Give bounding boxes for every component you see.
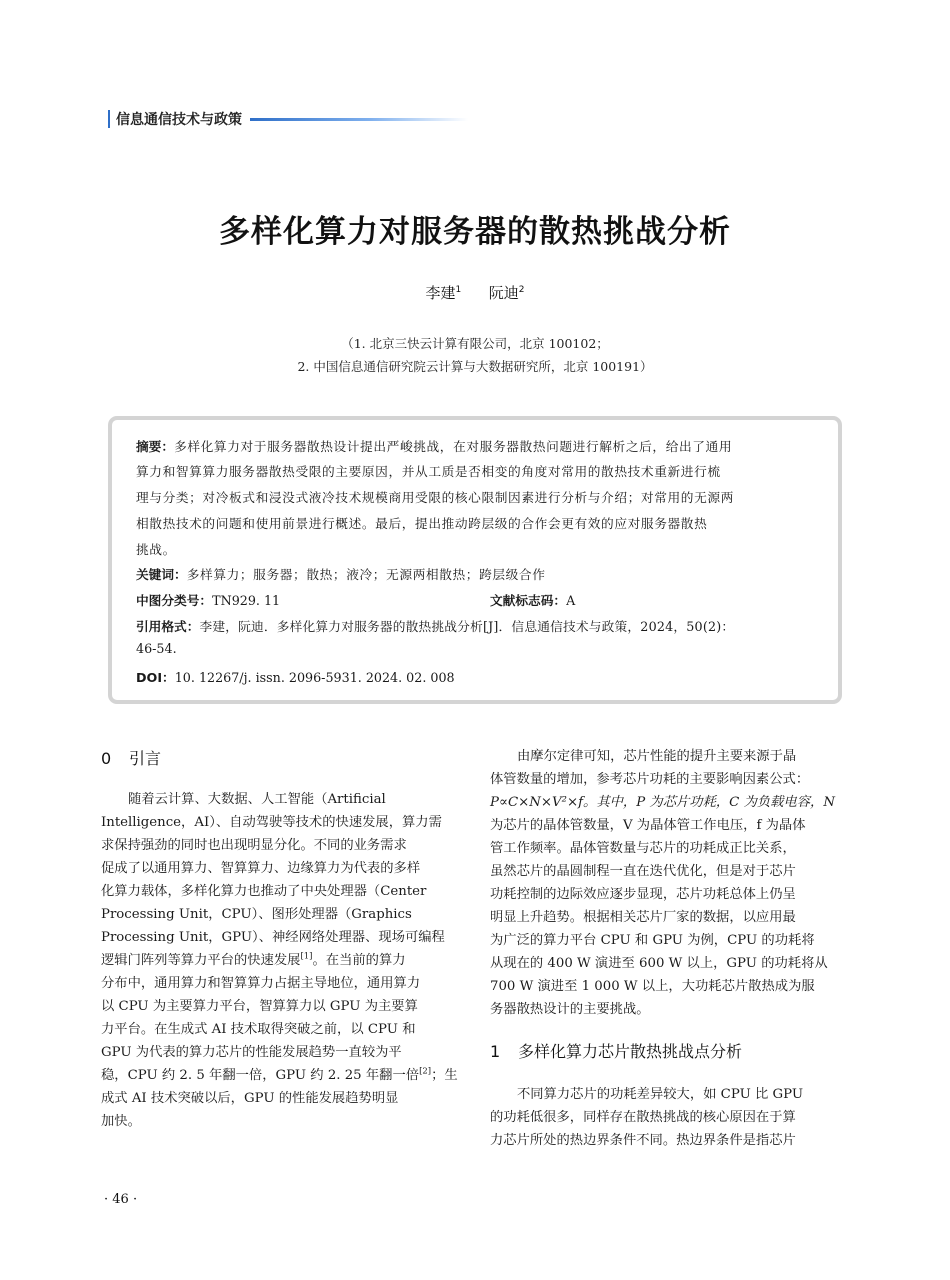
journal-section-label: 信息通信技术与政策 xyxy=(116,112,242,128)
body-line: 力平台。在生成式 AI 技术取得突破之前，以 CPU 和 xyxy=(101,1022,416,1037)
right-column xyxy=(490,745,850,1175)
author-affil-marker: 1 xyxy=(455,285,462,295)
body-line: 成式 AI 技术突破以后，GPU 的性能发展趋势明显 xyxy=(101,1091,399,1106)
section-title: 引言 xyxy=(129,749,162,768)
doc-code-line xyxy=(490,590,575,609)
citation-value: 李建，阮迪．多样化算力对服务器的散热挑战分析[J]．信息通信技术与政策，2024，50(2)： xyxy=(199,619,735,634)
body-line: Processing Unit，GPU）、神经网络处理器、现场可编程 xyxy=(101,930,445,945)
author-name: 阮迪 xyxy=(488,284,519,302)
section-heading xyxy=(490,1039,742,1062)
body-line: Intelligence，AI）、自动驾驶等技术的快速发展，算力需 xyxy=(101,815,442,830)
body-line: 加快。 xyxy=(101,1114,141,1129)
body-line: 化算力载体，多样化算力也推动了中央处理器（Center xyxy=(101,884,427,899)
paper-title: 多样化算力对服务器的散热挑战分析 xyxy=(219,214,731,250)
section-number: 0 xyxy=(101,749,112,768)
body-line: 逻辑门阵列等算力平台的快速发展[1]。在当前的算力 xyxy=(101,951,406,968)
doi-line xyxy=(136,667,455,686)
keywords-value: 多样算力；服务器；散热；液冷；无源两相散热；跨层级合作 xyxy=(186,567,546,582)
abstract-line: 算力和智算算力服务器散热受限的主要原因，并从工质是否相变的角度对常用的散热技术重新进行梳 xyxy=(136,464,721,479)
body-line: 求保持强劲的同时也出现明显分化。不同的业务需求 xyxy=(101,838,407,853)
running-header xyxy=(108,109,468,129)
body-line: 随着云计算、大数据、人工智能（Artificial xyxy=(128,792,386,807)
body-line: 从现在的 400 W 演进至 600 W 以上，GPU 的功耗将从 xyxy=(490,956,828,971)
keywords-line xyxy=(136,564,546,583)
body-line: 分布中，通用算力和智算算力占据主导地位，通用算力 xyxy=(101,976,421,991)
body-line: 稳，CPU 约 2. 5 年翻一倍，GPU 约 2. 25 年翻一倍[2]；生 xyxy=(101,1066,458,1083)
body-line: 力芯片所处的热边界条件不同。热边界条件是指芯片 xyxy=(490,1133,796,1148)
doc-code-label: 文献标志码： xyxy=(490,593,567,608)
citation-label: 引用格式： xyxy=(136,619,200,634)
body-line: Processing Unit，CPU）、图形处理器（Graphics xyxy=(101,907,412,922)
page-number: · 46 · xyxy=(104,1192,138,1207)
abstract-line: 挑战。 xyxy=(136,542,176,557)
left-column xyxy=(101,788,459,1168)
body-line: 以 CPU 为主要算力平台，智算算力以 GPU 为主要算 xyxy=(101,999,418,1014)
body-line: 为广泛的算力平台 CPU 和 GPU 为例，CPU 的功耗将 xyxy=(490,933,815,948)
doc-code-value: A xyxy=(566,593,576,608)
abstract-line: 理与分类；对冷板式和浸没式液冷技术规模商用受限的核心限制因素进行分析与介绍；对常用的无源两 xyxy=(136,490,734,505)
doi-value: 10. 12267/j. issn. 2096-5931. 2024. 02. 008 xyxy=(174,670,455,685)
body-line: 不同算力芯片的功耗差异较大，如 CPU 比 GPU xyxy=(517,1087,804,1102)
abstract-label: 摘要： xyxy=(136,439,175,454)
citation-line xyxy=(136,616,734,635)
abstract-line: 相散热技术的问题和使用前景进行概述。最后，提出推动跨层级的合作会更有效的应对服务器散热 xyxy=(136,516,708,531)
doi-label: DOI： xyxy=(136,670,175,685)
header-gradient-line xyxy=(250,118,468,121)
section-heading xyxy=(101,746,161,769)
formula-line: P∝C×N×V²×f。其中，P 为芯片功耗，C 为负载电容，N xyxy=(490,795,835,810)
body-line: 明显上升趋势。根据相关芯片厂家的数据，以应用最 xyxy=(490,910,796,925)
citation-ref[interactable]: [2] xyxy=(419,1066,432,1077)
body-line: 由摩尔定律可知，芯片性能的提升主要来源于晶 xyxy=(517,749,797,764)
citation-pages: 46-54. xyxy=(136,641,177,656)
author-name: 李建 xyxy=(425,284,456,302)
abstract-line: 摘要：多样化算力对于服务器散热设计提出严峻挑战，在对服务器散热问题进行解析之后，给出了通用 xyxy=(136,439,733,454)
body-line: 功耗控制的边际效应逐步显现，芯片功耗总体上仍呈 xyxy=(490,887,796,902)
clc-label: 中图分类号： xyxy=(136,593,213,608)
section-number: 1 xyxy=(490,1042,501,1061)
body-line: 的功耗低很多，同样存在散热挑战的核心原因在于算 xyxy=(490,1110,796,1125)
clc-value: TN929. 11 xyxy=(212,593,281,608)
body-line: 务器散热设计的主要挑战。 xyxy=(490,1002,650,1017)
affiliation-line: （1. 北京三快云计算有限公司，北京 100102； xyxy=(341,336,609,351)
body-line: 虽然芯片的晶圆制程一直在迭代优化，但是对于芯片 xyxy=(490,864,796,879)
body-line: 为芯片的晶体管数量，V 为晶体管工作电压，f 为晶体 xyxy=(490,818,806,833)
keywords-label: 关键词： xyxy=(136,567,187,582)
author-affil-marker: 2 xyxy=(518,285,525,295)
body-line: 促成了以通用算力、智算算力、边缘算力为代表的多样 xyxy=(101,861,421,876)
clc-line xyxy=(136,590,280,609)
abstract-box xyxy=(108,416,842,704)
header-accent-bar xyxy=(108,110,110,128)
affiliation-line: 2. 中国信息通信研究院云计算与大数据研究所，北京 100191） xyxy=(297,359,653,374)
section-title: 多样化算力芯片散热挑战点分析 xyxy=(518,1042,743,1061)
body-line: 700 W 演进至 1 000 W 以上，大功耗芯片散热成为服 xyxy=(490,979,815,994)
body-line: 管工作频率。晶体管数量与芯片的功耗成正比关系， xyxy=(490,841,796,856)
citation-ref[interactable]: [1] xyxy=(300,951,313,962)
author-list xyxy=(0,282,950,303)
body-line: 体管数量的增加，参考芯片功耗的主要影响因素公式： xyxy=(490,772,810,787)
body-line: GPU 为代表的算力芯片的性能发展趋势一直较为平 xyxy=(101,1045,402,1060)
